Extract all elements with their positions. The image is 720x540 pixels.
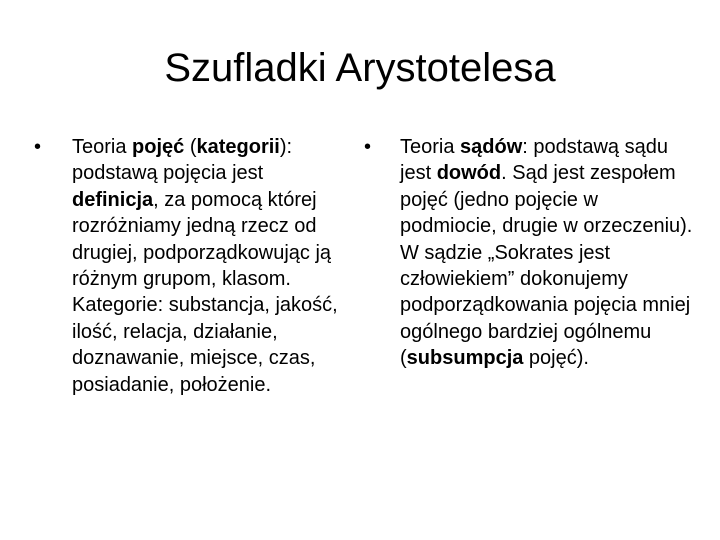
slide-title: Szufladki Arystotelesa [164, 46, 556, 90]
bold-term-subsumpcja: subsumpcja [406, 347, 524, 370]
bold-term-dowod: dowód [436, 162, 502, 185]
bullet-marker: • [34, 136, 42, 158]
text-segment: : podstawą sądu jest [400, 136, 668, 185]
text-segment: Teoria [400, 136, 461, 158]
bold-term-kategorii: kategorii [196, 136, 280, 158]
bullet-text [72, 134, 352, 398]
bold-term-definicja: definicja [72, 188, 154, 211]
text-segment: ): podstawą pojęcia jest [72, 136, 293, 185]
bullet-marker: • [364, 136, 372, 158]
left-column [34, 134, 352, 398]
bold-term-sadow: sądów [460, 136, 523, 158]
text-segment: , za pomocą której rozróżniamy jedną rzecz od drugiej, podporządkowując ją różnym grupom, klasom. Kategorie: substancja, jakość, ilość, relacja, działanie, doznawanie, miejsce, czas, posiadanie, położenie. [72, 188, 338, 396]
right-column [364, 134, 694, 372]
text-segment: ( [184, 136, 197, 158]
text-segment: Teoria [72, 136, 133, 158]
bullet-item-kategorie [34, 134, 352, 398]
text-segment: pojęć). [523, 347, 589, 370]
text-segment: . Sąd jest zespołem pojęć (jedno pojęcie w podmiocie, drugie w orzeczeniu). W sądzie „Sokrates jest człowiekiem” dokonujemy podporządkowania pojęcia mniej ogólnego bardziej ogólnemu ( [400, 162, 693, 370]
bullet-item-sady [364, 134, 694, 372]
bullet-text [400, 134, 694, 372]
bold-term-pojec: pojęć [132, 136, 185, 158]
